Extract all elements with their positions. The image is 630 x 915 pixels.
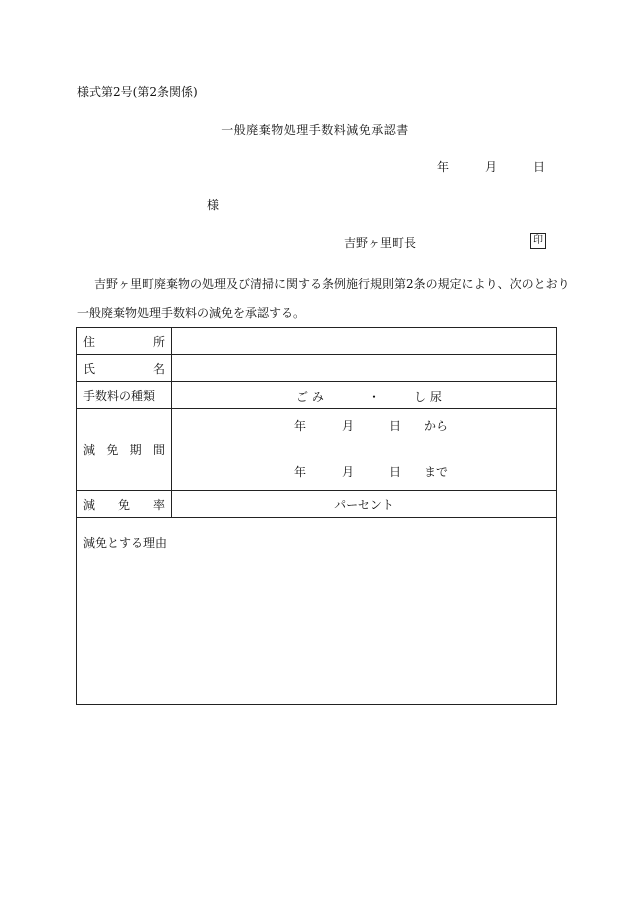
period-from: 年 月 日 から bbox=[294, 418, 449, 433]
address-field[interactable] bbox=[172, 328, 557, 355]
seal-mark: 印 bbox=[530, 233, 546, 249]
fee-type-row bbox=[77, 382, 557, 409]
form-number: 様式第2号(第2条関係) bbox=[77, 85, 198, 99]
fee-type-night-soil: し 尿 bbox=[414, 390, 442, 404]
name-field[interactable] bbox=[172, 355, 557, 382]
fee-type-separator: ・ bbox=[368, 390, 381, 404]
body-text-line-1: 吉野ヶ里町廃棄物の処理及び清掃に関する条例施行規則第2条の規定により、次のとおり bbox=[94, 277, 570, 291]
fee-type-label: 手数料の種類 bbox=[77, 382, 172, 409]
body-text-line-2: 一般廃棄物処理手数料の減免を承認する。 bbox=[77, 306, 306, 320]
fee-type-garbage: ご み bbox=[296, 390, 324, 404]
rate-field[interactable] bbox=[172, 491, 557, 518]
period-to: 年 月 日 まで bbox=[294, 464, 449, 479]
name-row bbox=[77, 355, 557, 382]
fee-type-field[interactable] bbox=[172, 382, 557, 409]
name-label: 氏 名 bbox=[77, 355, 172, 382]
reason-field[interactable] bbox=[77, 518, 557, 705]
period-row bbox=[77, 409, 557, 491]
rate-unit: パーセント bbox=[334, 497, 394, 512]
rate-row bbox=[77, 491, 557, 518]
rate-label: 減 免 率 bbox=[77, 491, 172, 518]
date-day: 日 bbox=[533, 160, 546, 174]
document-title: 一般廃棄物処理手数料減免承認書 bbox=[221, 123, 409, 137]
address-label: 住 所 bbox=[77, 328, 172, 355]
issuer-title: 吉野ヶ里町長 bbox=[344, 236, 417, 250]
approval-form-table bbox=[76, 327, 557, 705]
period-label: 減 免 期 間 bbox=[77, 409, 172, 491]
reason-row bbox=[77, 518, 557, 705]
date-month: 月 bbox=[485, 160, 498, 174]
addressee-suffix: 様 bbox=[207, 198, 220, 212]
address-row bbox=[77, 328, 557, 355]
reason-label: 減免とする理由 bbox=[83, 536, 168, 550]
date-year: 年 bbox=[437, 160, 450, 174]
period-field[interactable] bbox=[172, 409, 557, 491]
issue-date bbox=[437, 161, 545, 173]
